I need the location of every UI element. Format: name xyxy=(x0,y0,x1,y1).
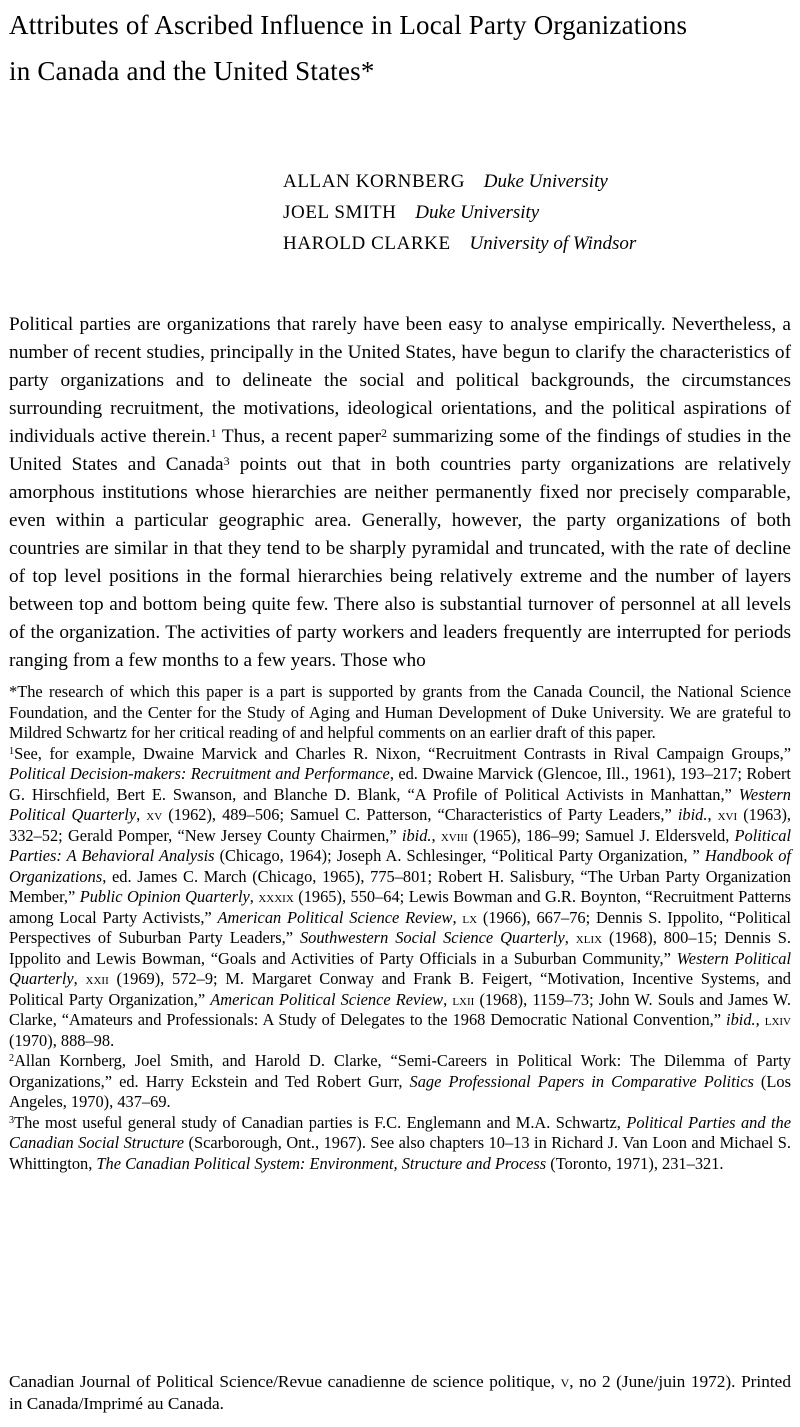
body-paragraph: Political parties are organizations that rarely have been easy to analyse empirically. Nevertheless, a number of recent studies, principally in the United States, have begun to clarify the characteristics of party organizations and to delineate the social and political backgrounds, the circumstances surrounding recruitment, the motivations, ideological orientations, and the political aspirations of individuals active therein.$^1$ Thus, a recent paper$^2$ summarizing some of the findings of studies in the United States and Canada$^3$ points out that in both countries party organizations are relatively amorphous institutions whose hierarchies are neither permanently fixed nor precisely comparable, even within a particular geographic area. Generally, however, the party organizations of both countries are similar in that they tend to be sharply pyramidal and truncated, with the rate of decline of top level positions in the formal hierarchies being relatively extreme and the number of layers between top and bottom being quite few. There also is substantial turnover of personnel at all levels of the organization. The activities of party workers and leaders frequently are interrupted for periods ranging from a few months to a few years. Those who xyxy=(9,314,792,671)
journal-imprint: Canadian Journal of Political Science/Revue canadienne de science politique, v, no 2 (June/juin 1972). Printed in Canada/Imprimé au Canada. xyxy=(9,1372,791,1413)
title-line-2: in Canada and the United States* xyxy=(9,56,375,86)
footnote-2: $^2$Allan Kornberg, Joel Smith, and Harold D. Clarke, “Semi-Careers in Political Work: The Dilemma of Party Organizations,” ed. Harry Eckstein and Ted Robert Gurr, Sage Professional Papers in Comparative Politics (Los Angeles, 1970), 437–69. xyxy=(9,1051,791,1111)
author-row xyxy=(283,197,791,228)
author-affiliation: University of Windsor xyxy=(469,233,637,254)
author-name: HAROLD CLARKE xyxy=(283,233,451,254)
author-affiliation: Duke University xyxy=(415,202,540,223)
author-affiliation: Duke University xyxy=(483,171,608,192)
author-name: ALLAN KORNBERG xyxy=(283,171,466,192)
author-name: JOEL SMITH xyxy=(283,202,397,223)
footnote-3: $^3$The most useful general study of Canadian parties is F.C. Englemann and M.A. Schwartz, Political Parties and the Canadian Social Structure (Scarborough, Ont., 1967). See also chapters 10–13 in Richard J. Van Loon and Michael S. Whittington, The Canadian Political System: Environment, Structure and Process (Toronto, 1971), 231–321. xyxy=(9,1112,791,1173)
author-list xyxy=(283,166,791,259)
author-row xyxy=(283,228,791,259)
footnote-1: $^1$See, for example, Dwaine Marvick and Charles R. Nixon, “Recruitment Contrasts in Rival Campaign Groups,” Political Decision-makers: Recruitment and Performance, ed. Dwaine Marvick (Glencoe, Ill., 1961), 193–217; Robert G. Hirschfield, Bert E. Swanson, and Blanche D. Blank, “A Profile of Political Activists in Manhattan,” Western Political Quarterly, xv (1962), 489–506; Samuel C. Patterson, “Characteristics of Party Leaders,” ibid., xvi (1963), 332–52; Gerald Pomper, “New Jersey County Chairmen,” ibid., xviii (1965), 186–99; Samuel J. Eldersveld, Political Parties: A Behavioral Analysis (Chicago, 1964); Joseph A. Schlesinger, “Political Party Organization, ” Handbook of Organizations, ed. James C. March (Chicago, 1965), 775–801; Robert H. Salisbury, “The Urban Party Organization Member,” Public Opinion Quarterly, xxxix (1965), 550–64; Lewis Bowman and G.R. Boynton, “Recruitment Patterns among Local Party Activists,” American Political Science Review, lx (1966), 667–76; Dennis S. Ippolito, “Political Perspectives of Suburban Party Leaders,” Southwestern Social Science Quarterly, xlix (1968), 800–15; Dennis S. Ippolito and Lewis Bowman, “Goals and Activities of Party Officials in a Suburban Community,” Western Political Quarterly, xxii (1969), 572–9; M. Margaret Conway and Frank B. Feigert, “Motivation, Incentive Systems, and Political Party Organization,” American Political Science Review, lxii (1968), 1159–73; John W. Souls and James W. Clarke, “Amateurs and Professionals: A Study of Delegates to the 1968 Democratic National Convention,” ibid., lxiv (1970), 888–98. xyxy=(9,743,792,1050)
title-line-1: Attributes of Ascribed Influence in Local Party Organizations xyxy=(9,10,688,40)
author-row xyxy=(283,166,791,197)
footnote-star: *The research of which this paper is a part is supported by grants from the Canada Council, the National Science Foundation, and the Center for the Study of Aging and Human Development of Duke University. We are grateful to Mildred Schwartz for her critical reading of and helpful comments on an earlier draft of this paper. xyxy=(9,682,791,742)
footnotes-section xyxy=(9,682,791,1174)
paper-title xyxy=(9,2,791,94)
